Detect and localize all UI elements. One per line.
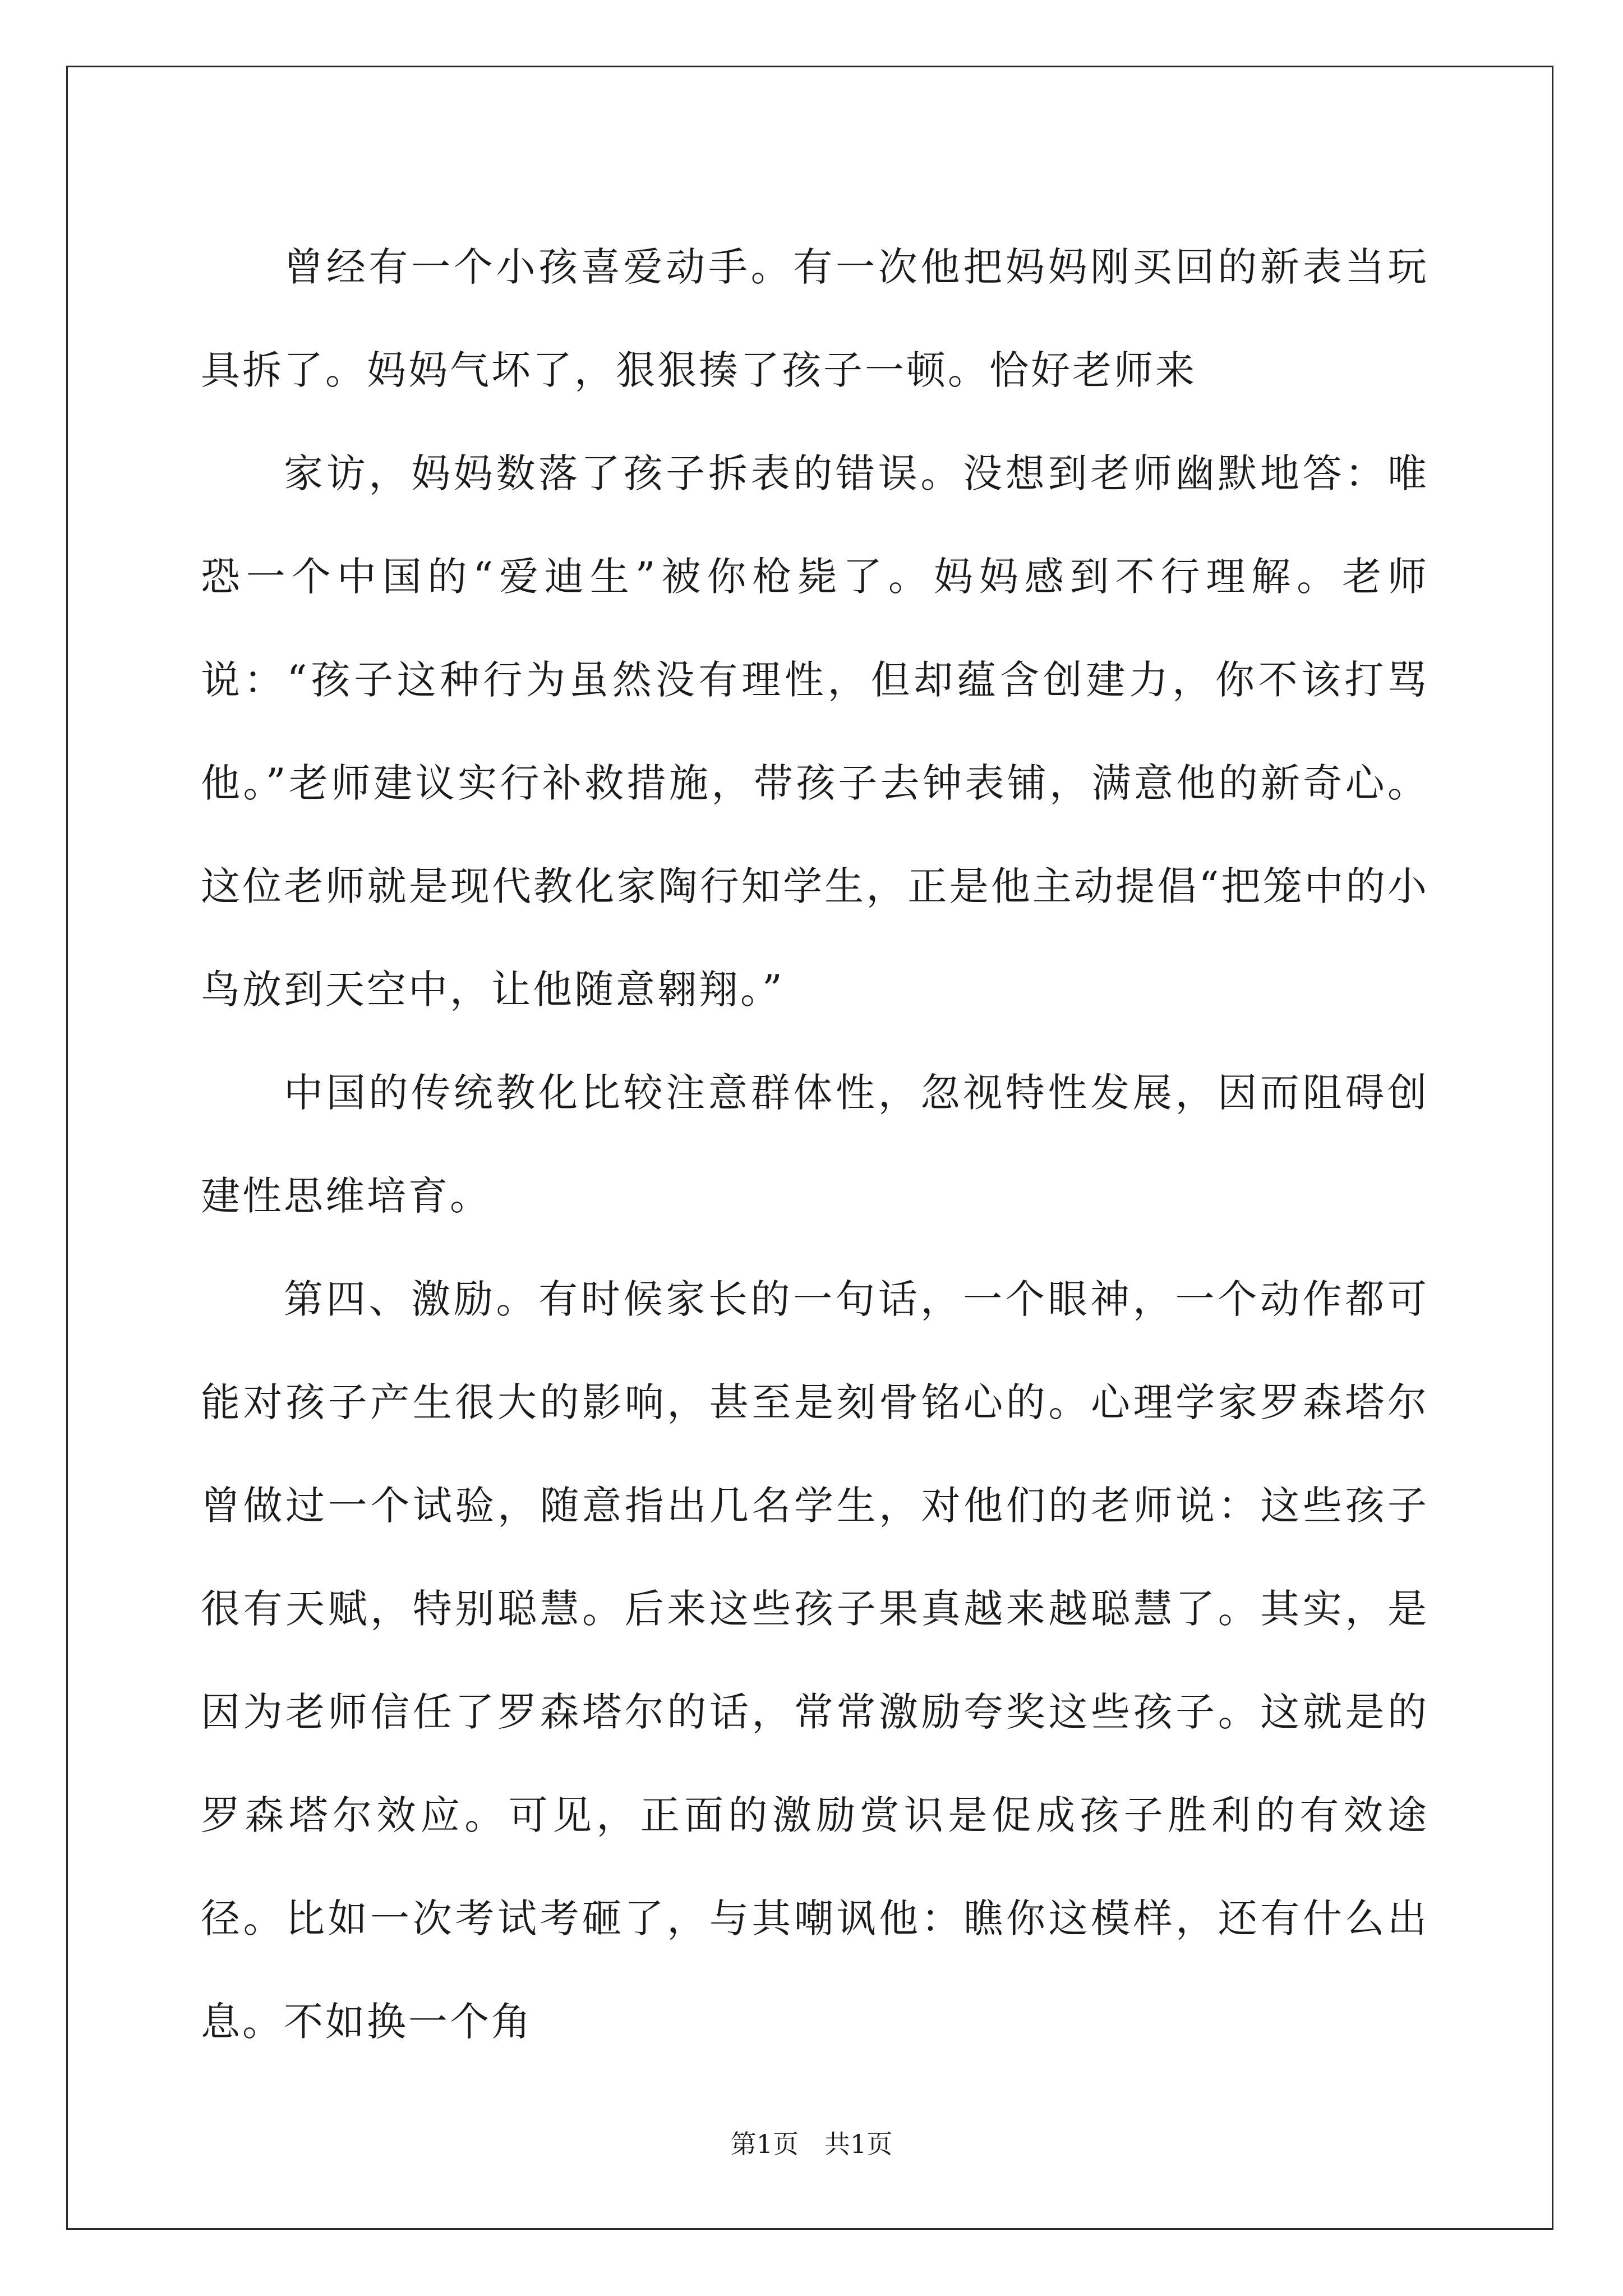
document-body [201, 215, 1429, 2073]
paragraph-3: 中国的传统教化比较注意群体性，忽视特性发展，因而阻碍创建性思维培育。 [201, 1070, 1429, 1219]
paragraph-1: 曾经有一个小孩喜爱动手。有一次他把妈妈刚买回的新表当玩具拆了。妈妈气坏了，狠狠揍了孩子一顿。恰好老师来 [201, 244, 1429, 393]
page-number-footer: 第1页 共1页 [730, 2129, 893, 2159]
paragraph-4: 第四、激励。有时候家长的一句话，一个眼神，一个动作都可能对孩子产生很大的影响，甚至是刻骨铭心的。心理学家罗森塔尔曾做过一个试验，随意指出几名学生，对他们的老师说：这些孩子很有天赋，特别聪慧。后来这些孩子果真越来越聪慧了。其实，是因为老师信任了罗森塔尔的话，常常激励夸奖这些孩子。这就是的罗森塔尔效应。可见，正面的激励赏识是促成孩子胜利的有效途径。比如一次考试考砸了，与其嘲讽他：瞧你这模样，还有什么出息。不如换一个角 [201, 1276, 1429, 2045]
paragraph-2: 家访，妈妈数落了孩子拆表的错误。没想到老师幽默地答：唯恐一个中国的“爱迪生”被你枪毙了。妈妈感到不行理解。老师说：“孩子这种行为虽然没有理性，但却蕴含创建力，你不该打骂他。”老师建议实行补救措施，带孩子去钟表铺，满意他的新奇心。这位老师就是现代教化家陶行知学生，正是他主动提倡“把笼中的小鸟放到天空中，让他随意翱翔。” [201, 450, 1429, 1013]
